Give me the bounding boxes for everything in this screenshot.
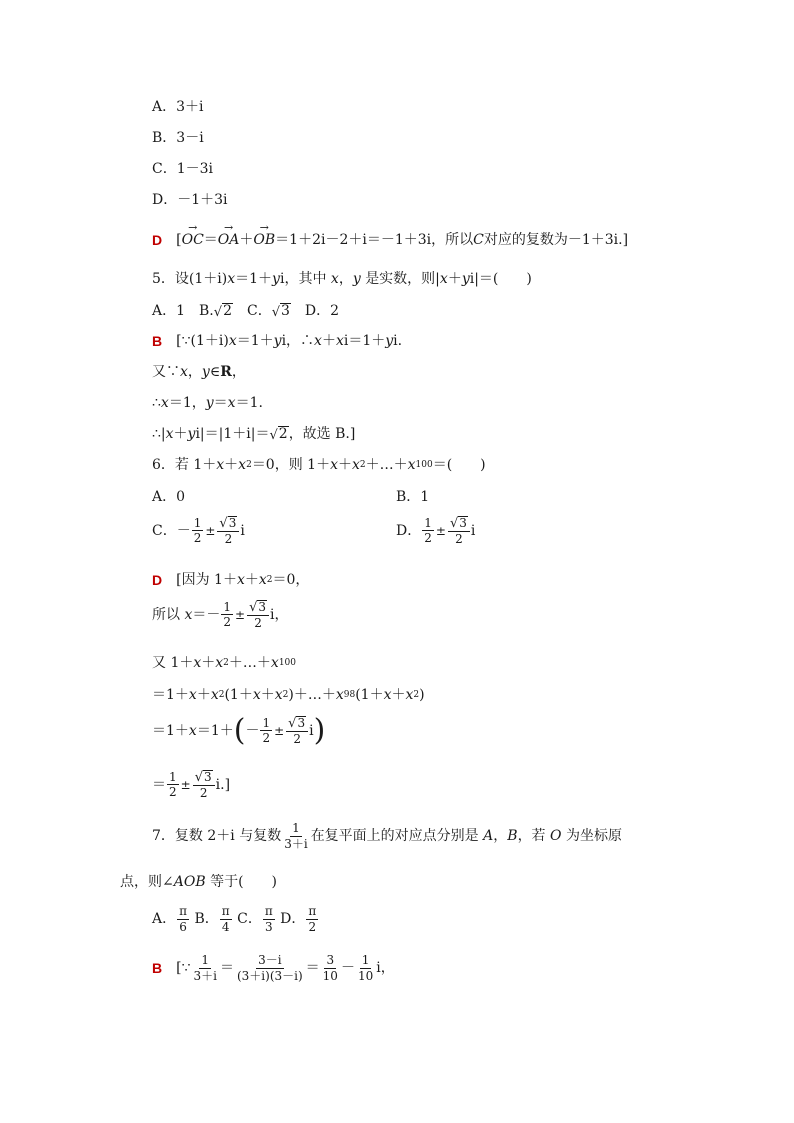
vector-ob: → OB [253,233,275,247]
sqrt-3: √ 3 [271,303,290,321]
fraction-pi-6: $\frac{\pi}{6}$ [179,904,188,934]
q6-option-d: D． $\frac{1}{2}$ ± √ 3 2 i [396,515,476,547]
fraction-sqrt3-half: √ 3 2 [247,600,269,630]
q5-options: A．1 B. √ 2 C． √ 3 D．2 [152,303,340,321]
q6-solution-line-3: 又 1＋ x ＋ x 2 ＋…＋ x 100 [152,655,296,671]
q6-option-a: A．0 [152,489,186,505]
q5-solution-line-2: 又∵ x ， y ∈ R ， [152,364,246,380]
fraction-3-over-10: $\frac{3}{10}$ [322,953,338,983]
q7-stem-line-2: 点，则∠ AOB 等于( ) [120,874,278,890]
fraction-sqrt3-half: √ 3 2 [193,770,215,800]
q5-solution-line-1: B [∵(1＋i) x ＝1＋ y i，∴ x ＋ x i＝1＋ y i. [152,333,403,349]
fraction-pi-4: $\frac{\pi}{4}$ [221,904,230,934]
fraction-one-half: $\frac{1}{2}$ [262,715,271,746]
fraction-sqrt3-half: √ 3 2 [448,516,470,546]
q5-solution-line-3: ∴ x ＝1， y ＝ x ＝1. [152,395,263,411]
q6-solution-line-6: ＝ $\frac{1}{2}$ ± √ 3 2 i.] [152,769,231,801]
fraction-one-half: $\frac{1}{2}$ [193,515,202,546]
q4-answer-letter: D [152,232,163,248]
q6-stem: 6．若 1＋ x ＋ x 2 ＝0，则 1＋ x ＋ x 2 ＋…＋ x 100 ＝( ) [152,457,486,473]
fraction-conjugate: $\frac{3-i}{(3+i)(3-i)}$ [236,953,303,983]
fraction-pi-2: $\frac{\pi}{2}$ [308,904,317,934]
fraction-one-half: $\frac{1}{2}$ [424,515,432,546]
fraction-1-over-10: $\frac{1}{10}$ [357,953,374,983]
q6-option-b: B．1 [396,489,430,505]
fraction-1-over-3-plus-i: $\frac{1}{3+i}$ [193,953,217,983]
q4-option-b: B．3－i [152,130,204,146]
q4-option-a: A．3＋i [152,99,204,115]
fraction-pi-3: $\frac{\pi}{3}$ [264,904,273,934]
q6-answer-letter: D [152,572,163,588]
q6-solution-line-2: 所以 x ＝－ $\frac{1}{2}$ ± √ 3 2 i， [152,599,289,631]
sqrt-2: √ 2 [269,426,288,444]
q4-solution: D [ → OC ＝ → OA ＋ → OB ＝1＋2i－2＋i＝－1＋3i，所以 C 对应的复数为－1＋3i.] [152,233,628,247]
q7-options: A． $\frac{\pi}{6}$ B． $\frac{\pi}{4}$ C． $\frac{\pi}{3}$ D． $\frac{\pi}{2}$ [152,904,317,934]
sqrt-2: √ 2 [213,303,232,321]
q5-solution-line-4: ∴| x ＋ y i|＝|1＋i|＝ √ 2 ，故选 B.] [152,426,356,444]
vector-oa: → OA [218,233,240,247]
fraction-sqrt3-half: √ 3 2 [286,716,308,746]
vector-oc: → OC [182,233,204,247]
q5-stem: 5．设(1＋i) x ＝1＋ y i，其中 x ， y 是实数，则| x ＋ y i|＝( ) [152,271,532,287]
q7-stem-line-1: 7．复数 2＋i 与复数 $\frac{1}{3+i}$ 在复平面上的对应点分别是 A ， B ，若 O 为坐标原 [152,821,622,851]
q7-solution: B [∵ $\frac{1}{3+i}$ ＝ $\frac{3-i}{(3+i)(3-i)}$ ＝ $\frac{3}{10}$ － $\frac{1}{10}$ i， [152,953,395,983]
fraction-one-half: $\frac{1}{2}$ [223,599,231,630]
q6-solution-line-5: ＝1＋ x ＝1＋ ( － $\frac{1}{2}$ ± √ 3 2 i ) [152,713,326,749]
q6-solution-line-1: D [因为 1＋ x ＋ x 2 ＝0， [152,572,310,588]
fraction-1-over-3-plus-i: $\frac{1}{3+i}$ [284,821,308,851]
q5-answer-letter: B [152,333,163,349]
fraction-one-half: $\frac{1}{2}$ [169,769,177,800]
fraction-sqrt3-half: √ 3 2 [217,516,239,546]
q4-option-d: D．－1＋3i [152,192,228,208]
q6-option-c: C．－ $\frac{1}{2}$ ± √ 3 2 i [152,515,245,547]
q6-solution-line-4: ＝1＋ x ＋ x 2 (1＋ x ＋ x 2 )＋…＋ x 98 (1＋ x ＋ x 2 ) [152,687,425,703]
q4-option-c: C．1－3i [152,161,214,177]
q7-answer-letter: B [152,960,163,977]
